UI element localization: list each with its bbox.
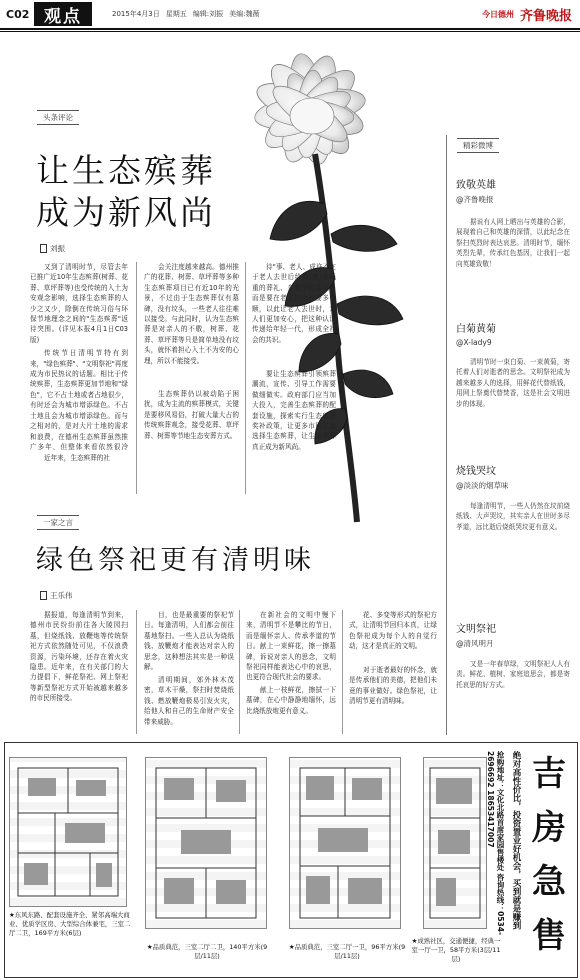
weibo-post: [456, 176, 570, 281]
article1-para: 待"事、老人、成许不在于老人去世后给他(她)多隆重的葬礼、多豪华的墓地，而是要在老人在世时要多孝顺，以此让老人去世时，亲人们更加安心，把这种认识传递给年轻一代，形成全社会的共识。: [252, 263, 336, 344]
weibo-post-handle: @淡淡的烟草味: [456, 481, 509, 490]
article1-byline: [40, 243, 65, 254]
ad-slogan: 绝对高性价比，投资置业好机会，买到就是赚到: [511, 751, 521, 930]
column-divider: [342, 610, 343, 734]
page-number: C02: [6, 8, 30, 21]
article2-para: 在新社会的文明中慢下来，清明节不是攀比的节日，而是缅怀亲人、传承孝道的节日。献上一束鲜花，擦一擦墓碑，诉说对亲人的思念，文明祭祀同样能表达心中的哀思，也更符合现代社会的要求。: [246, 611, 336, 682]
article2-para: 花、多变等形式的祭祀方式，让清明节回归本真，让绿色祭祀成为每个人的自觉行动，这才是真正的文明。: [349, 611, 437, 651]
real-estate-ad: [4, 742, 578, 978]
article2-headline: 绿色祭祀更有清明味: [36, 545, 315, 576]
article1-headline: [36, 150, 216, 234]
article1-column-2: [144, 262, 239, 493]
weibo-post-title: 烧钱哭坟: [456, 466, 496, 477]
floor-plan-caption: ★品质典范，三室二厅一卫，96平方米(9层/11层): [288, 943, 406, 960]
article1-column-1: [30, 262, 128, 464]
article1-headline-line1: 让生态殡葬: [36, 151, 216, 190]
article2-byline: [40, 590, 73, 601]
issue-weekday: 星期五: [165, 10, 187, 18]
newspaper-brand: [482, 5, 572, 24]
weibo-post-title: 白菊黄菊: [456, 324, 496, 335]
ad-title-char: 房: [532, 808, 566, 848]
weibo-post-handle: @X-lady9: [456, 338, 492, 347]
article1-author: 刘振: [50, 244, 65, 253]
article2-author: 王乐伟: [50, 591, 73, 600]
article2-para: 清明期间，郊外林木茂密，草木干燥，祭扫时焚烧纸钱、燃放鞭炮极易引发火灾，给他人和自己的生命财产安全带来威胁。: [144, 676, 234, 726]
byline-icon: [40, 244, 47, 253]
header-rule: [0, 28, 580, 30]
article2-column-2: [144, 610, 234, 727]
weibo-post-handle: @齐鲁晚报: [456, 195, 494, 204]
byline-icon: [40, 591, 47, 600]
article2-column-4: [349, 610, 437, 727]
header-meta: [112, 9, 259, 19]
editor-credit: 编辑:刘振: [192, 10, 224, 18]
weibo-post-body: 每逢清明节，一些人仍然在坟前烧纸钱、大声哭坟，其实亲人在世时多尽孝道，远比逝后烧纸哭坟更有意义。: [456, 502, 570, 531]
column-divider: [136, 610, 137, 734]
flower-head: [251, 50, 369, 168]
floor-plan: [423, 757, 487, 929]
weibo-post-body: 清明节时一束白菊、一束黄菊，寄托着人们对逝者的思念。文明祭祀成为越来越多人的选择，用鲜花代替纸钱，用网上祭奠代替焚香，这是社会文明进步的体现。: [456, 358, 570, 408]
ad-contact: 抢购地址：文化北路首席家园售楼处 咨询热线：0534-2696692 18653417007: [486, 751, 505, 936]
issue-date: 2015年4月3日: [112, 10, 160, 18]
article2-para: 目，也是最重要的祭祀节日。每逢清明，人们都会前往墓地祭扫。一些人总认为烧纸钱、放鞭炮才能表达对亲人的思念，这种想法其实是一种误解。: [144, 611, 234, 672]
article1-para: 会关注度越来越高。德州推广的花葬、树葬、草坪葬等多种生态殡葬项目已有近10年的光景，不过由于生态殡葬仅有墓碑，没有坟头，一些老人往往难以接受。与此同时，认为生态殡葬是对亲人的不敬，树葬、花葬、草坪葬等只是简单地没有坟头，就怀着担心入土不为安的心理，所以不能接受。: [144, 263, 239, 365]
weibo-post-title: 文明祭祀: [456, 624, 496, 635]
article2-para: 据报道，每逢清明节到来，德州市民纷纷前往各大陵园扫墓，但烧纸钱、放鞭炮等传统祭祀方式依然随处可见，不仅浪费资源，污染环境，还存在着火灾隐患。近年来，在有关部门的大力提倡下，鲜花祭祀、网上祭祀等新型祭祀方式开始被越来越多的市民所接受。: [30, 611, 128, 703]
floor-plan-drawing: [146, 758, 266, 928]
sidebar-divider: [446, 135, 447, 735]
floor-plan-drawing: [290, 758, 400, 928]
article1-para: 要让生态殡葬引领殡葬潮流，宣传、引导工作需要做细做实。政府部门应当加大投入，完善生态殡葬的配套设施，探索实行生态殡葬奖补政策，让更多市民主动选择生态殡葬，让生态殡葬真正成为新风尚。: [252, 370, 336, 451]
article1-para: 生态殡葬仍以被动陷于困扰，成为主流的殡葬模式，关键是要移风易俗，打破大量大占的传统殡葬观念，接受花葬、草坪葬、树葬等节地生态安葬方式。: [144, 390, 239, 440]
floor-plan-drawing: [424, 758, 486, 928]
floor-plan-caption: ★品质典范，三室二厅二卫，140平方米(9层/11层): [146, 943, 268, 960]
section-tab: 观点: [34, 2, 92, 26]
column-divider: [136, 262, 137, 494]
weibo-post-handle: @清风明月: [456, 639, 494, 648]
article2-para: 献上一枝鲜花，擦拭一下墓碑，在心中静静地缅怀，远比烧纸放炮更有意义。: [246, 686, 336, 715]
brand-logo: 齐鲁晚报: [519, 9, 572, 24]
brand-small: 今日德州: [481, 10, 514, 19]
header-rule-thin: [0, 31, 580, 32]
article1-para: 又到了清明时节，尽管去年已推广近10年生态殡葬(树葬、花葬、草坪葬等)也受传统的入土为安观念影响，选择生态殡葬的人少之又少，除倒在传统习俗与环保节地理念之间的"生态殡葬"返待突围。(详见本报4月1日C03版): [30, 263, 128, 344]
weibo-post: [456, 462, 570, 565]
weibo-post-body: 据说有人网上晒出与英雄的合影，展现着自己和英雄的深情，以此纪念在祭扫英烈时表达哀思。清明时节，缅怀英烈先辈，传承红色基因，让我们一起向英雄致敬！: [456, 218, 570, 268]
ad-title-char: 急: [532, 862, 566, 902]
floor-plan: [289, 757, 401, 929]
floor-plan-caption: ★东风东路、配套设施齐全、紧邻高端大商业、优质学区房、大型综合体兼宅，三室二厅二卫，169平方米(6层): [9, 911, 131, 937]
article2-column-3: [246, 610, 336, 727]
floor-plan-caption: ★成熟社区，交通便捷，经典一室一厅一卫，58平方米(3层/11层): [411, 937, 501, 963]
weibo-post: [456, 320, 570, 421]
ad-title-char: 售: [532, 916, 566, 956]
column-label-headline-comment: 头条评论: [37, 110, 79, 125]
article2-para: 对于逝者最好的怀念，就是传承他们的美德，把他们未竟的事业做好。绿色祭祀，让清明节更有清明味。: [349, 666, 437, 706]
column-label-weibo: 精彩微博: [457, 138, 499, 153]
article1-headline-line2: 成为新风尚: [36, 193, 216, 232]
article1-para: 传统节日清明节特有到来，"绿色殡葬"、"文明祭祀"再度成为市民热议的话题。相比于传统殡葬，生态殡葬更加节地和"绿色"，它不占土地或者占地很少，有时还会为城市增添绿色。不占土地且会为城市增添绿色。而与之相对的，是对大片土地的需求和浪费，在德州生态殡葬虽然推广多年，但整体来看依然很冷: [30, 349, 128, 451]
weibo-post-body: 又是一年春草绿，文明祭祀人人有责。鲜花、植树、家庭追思会，都是寄托哀思的好方式。: [456, 660, 570, 689]
weibo-post: [456, 620, 570, 723]
floor-plan-drawing: [10, 758, 126, 906]
article2-column-1: [30, 610, 128, 734]
designer-credit: 美编:魏薇: [229, 10, 260, 18]
column-divider: [245, 262, 246, 494]
floor-plan: [145, 757, 267, 929]
ad-title-char: 吉: [532, 754, 566, 794]
article1-column-3: [252, 262, 336, 494]
column-label-opinion: 一家之言: [37, 515, 79, 530]
weibo-post-title: 致敬英雄: [456, 180, 496, 191]
article1-para: 近年来，生态殡葬的社: [44, 454, 110, 463]
ad-title: [525, 747, 573, 963]
column-divider: [239, 610, 240, 734]
floor-plan: [9, 757, 127, 907]
